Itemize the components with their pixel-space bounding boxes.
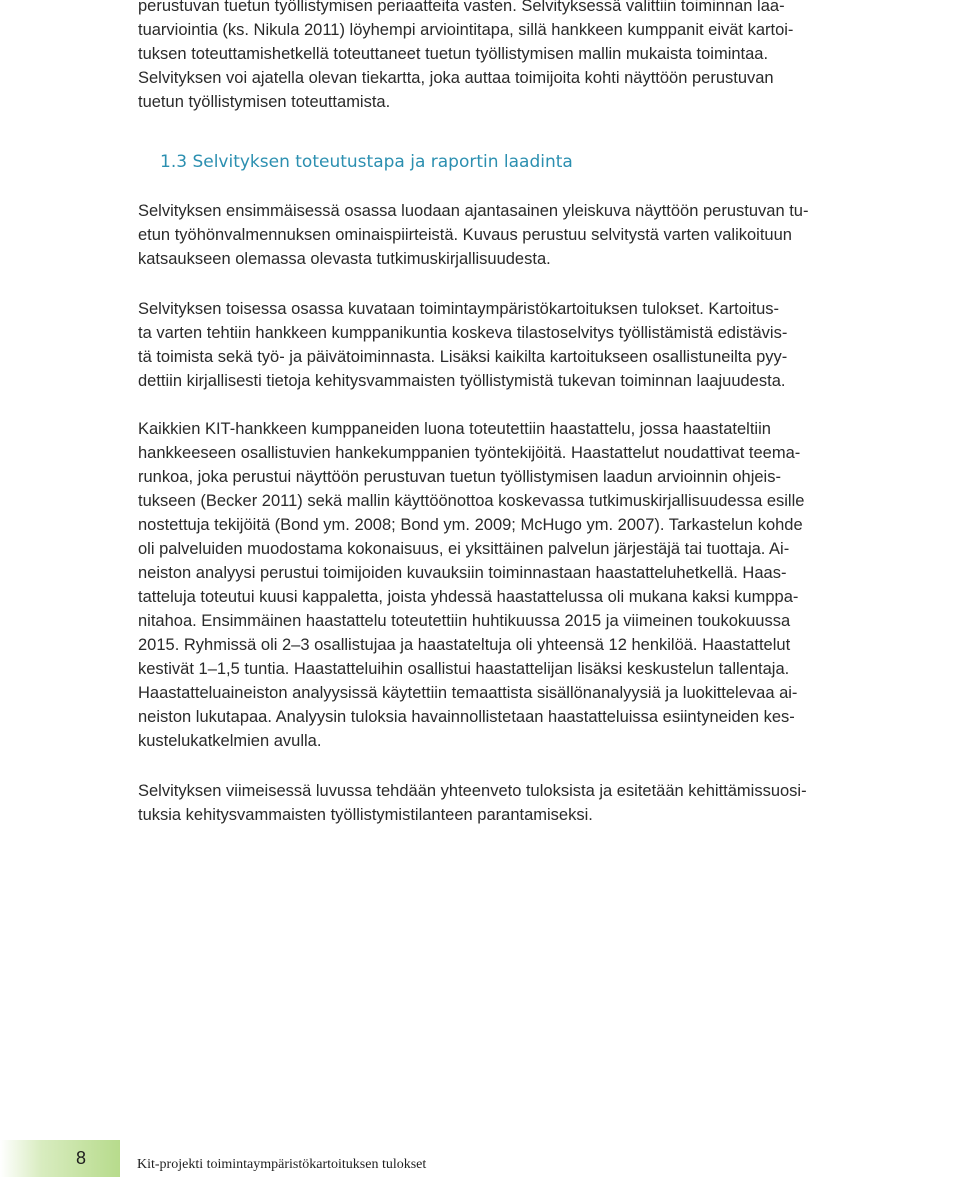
text-line: Selvityksen voi ajatella olevan tiekartta, joka auttaa toimijoita kohti näyttöön perustuvan [138, 69, 774, 87]
text-line: tuksia kehitysvammaisten työllistymistilanteen parantamiseksi. [138, 806, 593, 824]
text-line: tatteluja toteutui kuusi kappaletta, joista yhdessä haastattelussa oli mukana kaksi kumppa- [138, 588, 799, 606]
page-number: 8 [76, 1148, 87, 1168]
text-line: Selvityksen toisessa osassa kuvataan toimintaympäristökartoituksen tulokset. Kartoitus- [138, 300, 780, 318]
text-line: nostettuja tekijöitä (Bond ym. 2008; Bond ym. 2009; McHugo ym. 2007). Tarkastelun kohde [138, 516, 803, 534]
text-line: runkoa, joka perustui näyttöön perustuvan tuetun työllistymisen laadun arvioinnin ohjeis- [138, 468, 781, 486]
text-line: etun työhönvalmennuksen ominaispiirteistä. Kuvaus perustuu selvitystä varten valikoituun [138, 226, 792, 244]
text-line: Selvityksen viimeisessä luvussa tehdään yhteenveto tuloksista ja esitetään kehittämissuosi- [138, 782, 807, 800]
text-line: dettiin kirjallisesti tietoja kehitysvammaisten työllistymistä tukevan toiminnan laajuudesta. [138, 372, 786, 390]
text-line: Kaikkien KIT-hankkeen kumppaneiden luona toteutettiin haastattelu, jossa haastateltiin [138, 420, 771, 438]
intro-paragraph [138, 0, 818, 114]
text-line: neiston lukutapaa. Analyysin tuloksia havainnollistetaan haastatteluissa esiintyneiden kes- [138, 708, 795, 726]
text-line: tuetun työllistymisen toteuttamista. [138, 93, 391, 111]
body-paragraph [138, 417, 818, 753]
body-paragraph [138, 297, 818, 393]
footer-color-band [0, 1140, 120, 1177]
text-line: tuarviointia (ks. Nikula 2011) löyhempi arviointitapa, sillä hankkeen kumppanit eivät kartoi- [138, 21, 794, 39]
text-line: Selvityksen ensimmäisessä osassa luodaan ajantasainen yleiskuva näyttöön perustuvan tu- [138, 202, 809, 220]
section-heading: 1.3 Selvityksen toteutustapa ja raportin laadinta [160, 152, 573, 172]
text-line: tä toimista sekä työ- ja päivätoiminnasta. Lisäksi kaikilta kartoitukseen osallistuneilta pyy- [138, 348, 788, 366]
text-line: oli palveluiden muodostama kokonaisuus, ei yksittäinen palvelun järjestäjä tai tuottaja. Ai- [138, 540, 790, 558]
text-line: neiston analyysi perustui toimijoiden kuvauksiin toiminnastaan haastatteluhetkellä. Haas- [138, 564, 787, 582]
text-line: perustuvan tuetun työllistymisen periaatteita vasten. Selvityksessä valittiin toiminnan laa- [138, 0, 785, 15]
text-line: kustelukatkelmien avulla. [138, 732, 322, 750]
body-paragraph [138, 779, 818, 827]
text-line: nitahoa. Ensimmäinen haastattelu toteutettiin huhtikuussa 2015 ja viimeinen toukokuussa [138, 612, 791, 630]
text-line: ta varten tehtiin hankkeen kumppanikuntia koskeva tilastoselvitys työllistämistä edistävis- [138, 324, 788, 342]
text-line: tuksen toteuttamishetkellä toteuttaneet tuetun työllistymisen mallin mukaista toimintaa. [138, 45, 769, 63]
text-line: katsaukseen olemassa olevasta tutkimuskirjallisuudesta. [138, 250, 551, 268]
text-line: hankkeeseen osallistuvien hankekumppanien työntekijöitä. Haastattelut noudattivat teema- [138, 444, 801, 462]
body-paragraph [138, 199, 818, 271]
footer-title: Kit-projekti toimintaympäristökartoituksen tulokset [137, 1157, 427, 1172]
text-line: Haastatteluaineiston analyysissä käytettiin temaattista sisällönanalyysiä ja luokittelevaa ai- [138, 684, 798, 702]
text-line: tukseen (Becker 2011) sekä mallin käyttöönottoa koskevassa tutkimuskirjallisuudessa esille [138, 492, 805, 510]
text-line: 2015. Ryhmissä oli 2–3 osallistujaa ja haastateltuja oli yhteensä 12 henkilöä. Haastattelut [138, 636, 791, 654]
text-line: kestivät 1–1,5 tuntia. Haastatteluihin osallistui haastattelijan lisäksi keskustelun tallentaja. [138, 660, 790, 678]
